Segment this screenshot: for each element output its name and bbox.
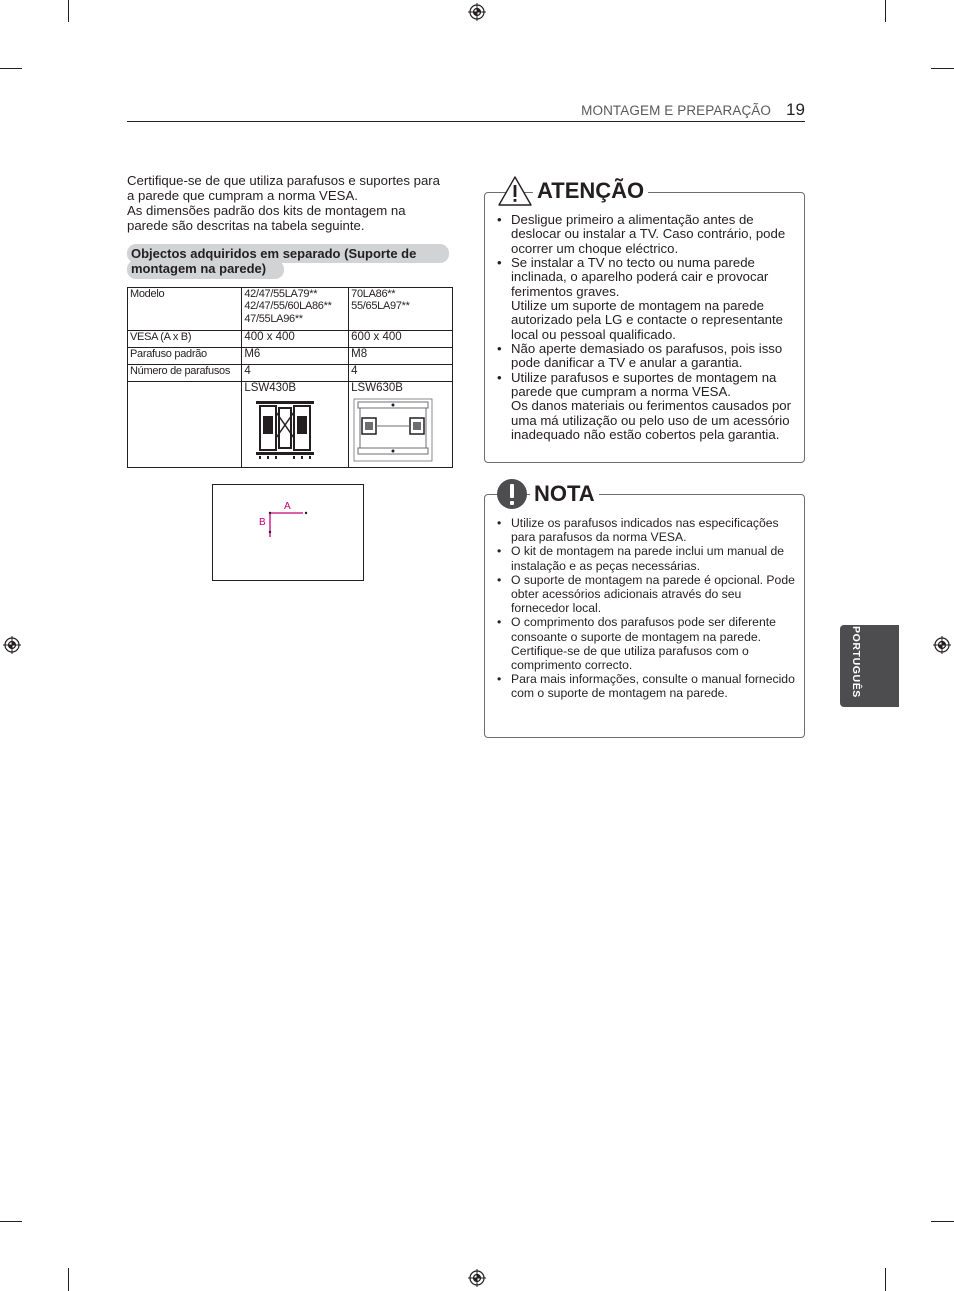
language-tab-label: PORTUGUÊS [850,626,862,698]
registration-mark-icon [468,3,486,21]
intro-paragraph: As dimensões padrão dos kits de montagem na parede são descritas na tabela seguinte. [127,203,406,233]
table-cell-label: Número de parafusos [128,365,242,382]
model-line: 42/47/55/60LA86** [244,300,332,313]
dimension-label-b: B [259,517,266,528]
wall-bracket-lsw430b-icon [254,398,316,460]
model-line: 70LA86** [351,288,396,300]
table-cell-label: VESA (A x B) [128,331,242,348]
crop-mark [68,0,69,22]
attention-list [497,213,795,443]
note-list [497,516,795,701]
registration-mark-icon [468,1269,486,1287]
table-cell-bracket-2 [349,382,453,468]
table-row-bracket [128,382,453,468]
section-title: MONTAGEM E PREPARAÇÃO [581,103,771,118]
list-item: • Utilize parafusos e suportes de montagem na parede que cumpram a norma VESA. Os danos materiais ou ferimentos causados por uma má utilização ou pelo uso de um acessório inadequado não estão cobertos pela garantia. [497,371,795,443]
dimension-label-a: A [284,501,291,512]
language-side-tab [840,625,899,707]
intro-paragraph: Certifique-se de que utiliza parafusos e suportes para a parede que cumpram a norma VESA. [127,173,441,203]
page-number: 19 [786,100,805,119]
model-line: 42/47/55LA79** [244,288,318,300]
vesa-dimension-diagram [212,484,364,581]
table-row-vesa [128,331,453,348]
attention-title: ATENÇÃO [533,178,648,204]
table-cell-label: Modelo [128,288,242,331]
crop-mark [931,1221,954,1222]
registration-mark-icon [933,636,951,654]
exclamation-circle-icon [496,478,528,510]
table-cell [128,382,242,468]
bracket-model-label: LSW630B [351,382,403,394]
crop-mark [68,1268,69,1291]
list-item: • O comprimento dos parafusos pode ser diferente consoante o suporte de montagem na parede. Certifique-se de que utiliza parafusos com o comprimento correcto. [497,615,795,672]
table-cell: 4 [242,365,349,382]
intro-text [127,174,447,233]
table-cell: 400 x 400 [242,331,349,348]
table-cell: M6 [242,348,349,365]
separate-items-title: Objectos adquiridos em separado (Suporte de montagem na parede) [131,246,417,276]
crop-mark [931,68,954,69]
warning-triangle-icon [497,175,533,207]
table-cell-label: Parafuso padrão [128,348,242,365]
table-cell-models-2 [349,288,453,331]
table-cell-models-1 [242,288,349,331]
list-item: • O kit de montagem na parede inclui um manual de instalação e as peças necessárias. [497,544,795,572]
model-line: 55/65LA97** [351,300,410,313]
list-item: • Desligue primeiro a alimentação antes de deslocar ou instalar a TV. Caso contrário, pode ocorrer um choque eléctrico. [497,213,795,256]
table-cell: 600 x 400 [349,331,453,348]
wall-bracket-lsw630b-icon [352,396,434,462]
table-cell: M8 [349,348,453,365]
table-row-count [128,365,453,382]
list-item: • Utilize os parafusos indicados nas especificações para parafusos da norma VESA. [497,516,795,544]
crop-mark [885,0,886,22]
crop-mark [885,1268,886,1291]
crop-mark [0,68,22,69]
model-line: 47/55LA96** [244,312,303,325]
separate-items-heading [127,244,449,279]
bracket-model-label: LSW430B [244,382,297,394]
list-item: • Não aperte demasiado os parafusos, pois isso pode danificar a TV e anular a garantia. [497,342,795,371]
table-cell: 4 [349,365,453,382]
registration-mark-icon [3,636,21,654]
list-item: • Para mais informações, consulte o manual fornecido com o suporte de montagem na parede. [497,672,795,700]
crop-mark [0,1221,22,1222]
header-rule [127,121,805,122]
list-item: • Se instalar a TV no tecto ou numa parede inclinada, o aparelho poderá cair e provocar ferimentos graves. Utilize um suporte de montagem na parede autorizado pela LG e contacte o representante local ou pessoal qualificado. [497,256,795,342]
table-row-screw [128,348,453,365]
table-row-model [128,288,453,331]
note-title: NOTA [530,481,599,507]
wall-mount-spec-table [127,287,453,468]
list-item: • O suporte de montagem na parede é opcional. Pode obter acessórios adicionais através do seu fornecedor local. [497,573,795,616]
table-cell-bracket-1 [242,382,349,468]
